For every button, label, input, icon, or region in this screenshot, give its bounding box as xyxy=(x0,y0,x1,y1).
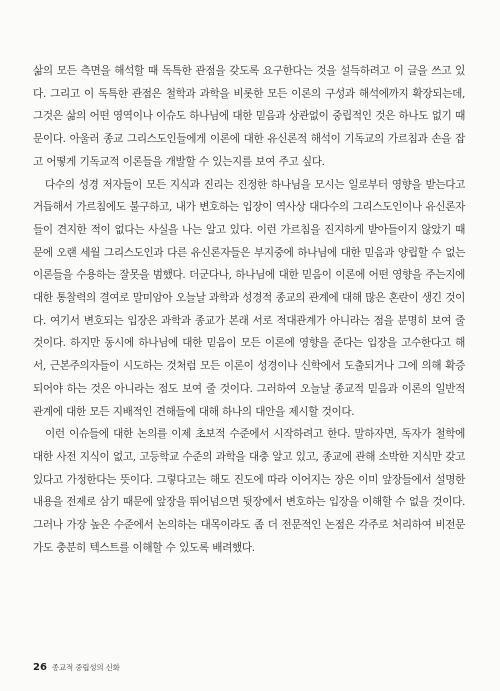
paragraph-1: 삶의 모든 측면을 해석할 때 독특한 관점을 갖도록 요구한다는 것을 설득하려고 이 글을 쓰고 있다. 그리고 이 독특한 관점은 철학과 과학을 비롯한 모든 이론의 구성과 해석에까지 확장되는데, 그것은 삶의 어떤 영역이나 이슈도 하나님에 대한 믿음과 상관없이 중립적인 것은 하나도 없기 때문이다. 아울러 종교 그리스도인들에게 이론에 대한 유신론적 해석이 기독교의 가르침과 손을 잡고 어떻게 기독교적 이론들을 개발할 수 있는지를 보여 주고 싶다. xyxy=(33,65,465,168)
paragraph-3: 이런 이슈들에 대한 논의를 이제 초보적 수준에서 시작하려고 한다. 말하자면, 독자가 철학에 대한 사전 지식이 없고, 고등학교 수준의 과학을 대충 알고 있고, 종교에 관해 소박한 지식만 갖고 있다고 가정한다는 뜻이다. 그렇다고는 해도 진도에 따라 이어지는 장은 이미 앞장들에서 설명한 내용을 전제로 삼기 때문에 앞장을 뛰어넘으면 뒷장에서 변호하는 입장을 이해할 수 없을 것이다. 그러나 가장 높은 수준에서 논의하는 대목이라도 좀 더 전문적인 논점은 각주로 처리하여 비전문가도 충분히 텍스트를 이해할 수 있도록 배려했다. xyxy=(33,428,465,554)
paragraph-2: 다수의 성경 저자들이 모든 지식과 진리는 진정한 하나님을 모시는 일로부터 영향을 받는다고 거듭해서 가르침에도 불구하고, 내가 변호하는 입장이 역사상 대다수의 그리스도인이나 유신론자들이 견지한 적이 없다는 사실을 나는 알고 있다. 이런 가르침을 진지하게 받아들이지 않았기 때문에 오랜 세월 그리스도인과 다른 유신론자들은 부지중에 하나님에 대한 믿음과 양립할 수 없는 이론들을 수용하는 잘못을 범했다. 더군다나, 하나님에 대한 믿음이 이론에 어떤 영향을 주는지에 대한 통찰력의 결여로 말미암아 오늘날 과학과 성경적 종교의 관계에 대해 많은 혼란이 생긴 것이다. 여기서 변호되는 입장은 과학과 종교가 본래 서로 적대관계가 아니라는 점을 분명히 보여 줄 것이다. 하지만 동시에 하나님에 대한 믿음이 모든 이론에 영향을 준다는 입장을 고수한다고 해서, 근본주의자들이 시도하는 것처럼 모든 이론이 성경이나 신학에서 도출되거나 그에 의해 확증되어야 하는 것은 아니라는 점도 보여 줄 것이다. 그러하여 오늘날 종교적 믿음과 이론의 일반적 관계에 대한 모든 지배적인 견해들에 대해 하나의 대안을 제시할 것이다. xyxy=(33,178,465,418)
page-footer xyxy=(33,662,120,673)
page-number: 26 xyxy=(33,662,47,673)
body-text xyxy=(33,60,465,559)
running-title: 종교적 중립성의 신화 xyxy=(51,663,120,672)
